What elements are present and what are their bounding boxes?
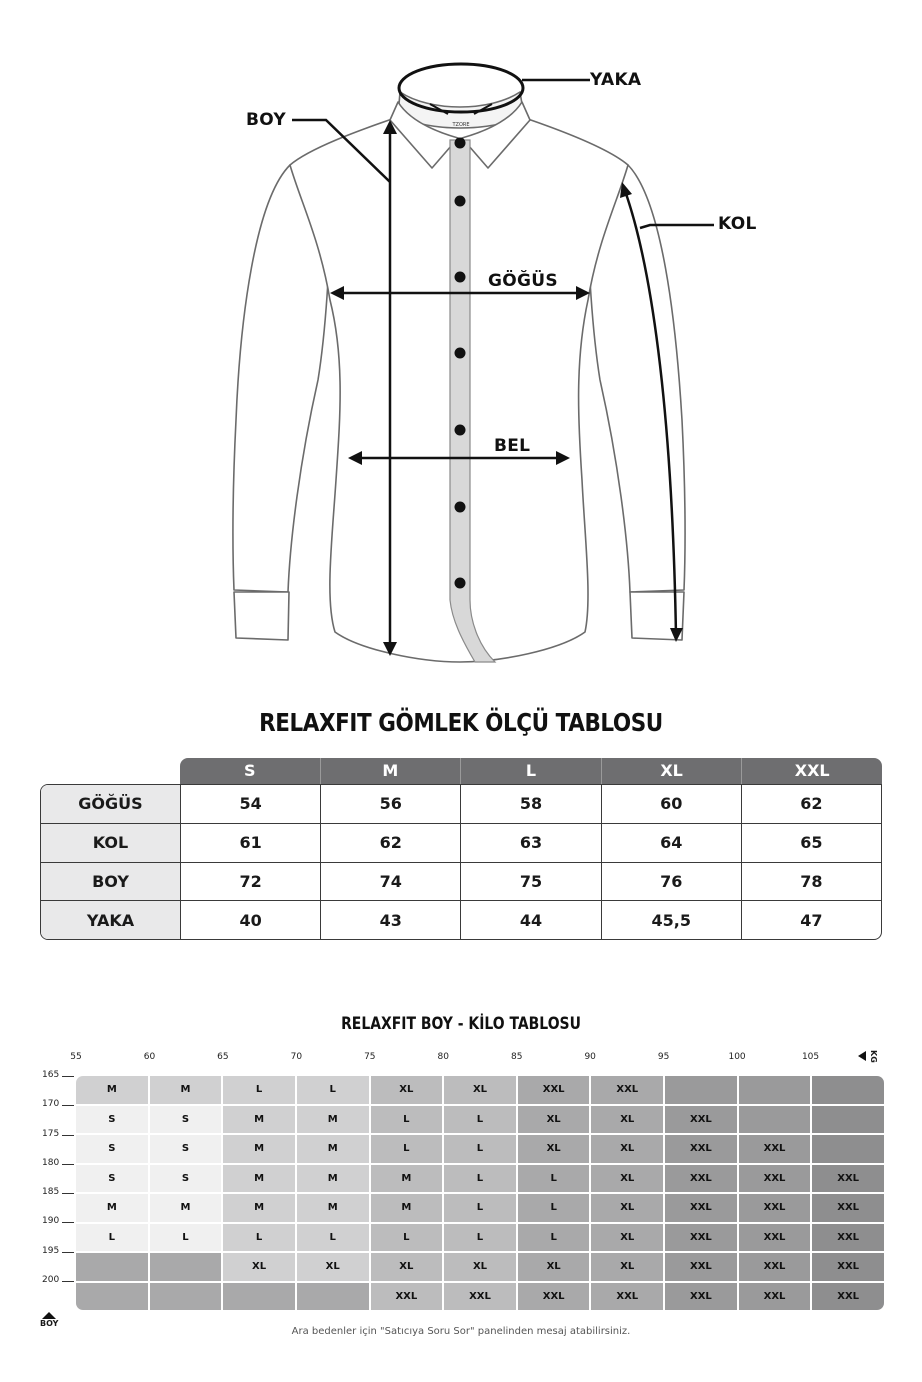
- grid-cell: M: [150, 1076, 222, 1104]
- size-header-cell: XXL: [794, 761, 830, 780]
- row-label: BOY: [41, 863, 181, 901]
- grid-cell: L: [371, 1224, 443, 1252]
- table-cell: 62: [321, 824, 461, 862]
- kg-tick-label: 75: [364, 1052, 376, 1062]
- table-cell: 54: [181, 785, 321, 823]
- grid-cell: [297, 1283, 369, 1311]
- table-cell: 60: [602, 785, 742, 823]
- table-cell: 44: [461, 901, 601, 939]
- grid-cell: M: [76, 1076, 148, 1104]
- grid-cell: [812, 1076, 884, 1104]
- grid-cell: XXL: [812, 1194, 884, 1222]
- grid-cell: M: [223, 1165, 295, 1193]
- grid-cell: L: [371, 1106, 443, 1134]
- grid-cell: XXL: [665, 1224, 737, 1252]
- grid-cell: L: [444, 1194, 516, 1222]
- kg-tick-label: 65: [217, 1052, 229, 1062]
- table-cell: 75: [461, 863, 601, 901]
- grid-cell: [812, 1135, 884, 1163]
- kg-tick-label: 90: [584, 1052, 596, 1062]
- grid-cell: XL: [297, 1253, 369, 1281]
- grid-cell: M: [150, 1194, 222, 1222]
- boy-unit-label: BOY: [40, 1312, 58, 1328]
- grid-cell: XXL: [591, 1076, 663, 1104]
- grid-cell: XXL: [518, 1076, 590, 1104]
- table-cell: 74: [321, 863, 461, 901]
- grid-cell: XXL: [812, 1224, 884, 1252]
- footnote: Ara bedenler için "Satıcıya Soru Sor" panelinden mesaj atabilirsiniz.: [291, 1326, 631, 1337]
- kg-tick-label: 60: [143, 1052, 156, 1062]
- grid-cell: XXL: [665, 1135, 737, 1163]
- grid-cell: L: [444, 1165, 516, 1193]
- grid-cell: M: [297, 1135, 369, 1163]
- grid-cell: XXL: [665, 1194, 737, 1222]
- grid-cell: XL: [591, 1106, 663, 1134]
- boy-tick-label: 170: [42, 1099, 60, 1110]
- table-cell: 64: [602, 824, 742, 862]
- table-cell: 78: [800, 871, 823, 891]
- grid-cell: M: [223, 1135, 295, 1163]
- grid-cell: XL: [371, 1076, 443, 1104]
- callout-boy: BOY: [246, 110, 287, 130]
- grid-cell: XXL: [518, 1283, 590, 1311]
- boy-tick-mark: [62, 1252, 74, 1253]
- grid-cell: XXL: [739, 1135, 811, 1163]
- grid-cell: M: [223, 1194, 295, 1222]
- callout-kol: KOL: [718, 214, 757, 234]
- grid-cell: L: [444, 1106, 516, 1134]
- table-cell: 58: [461, 785, 601, 823]
- boy-kilo-chart: [0, 1040, 922, 1340]
- size-header-cell: M: [321, 758, 462, 784]
- size-header-cell: XL: [602, 758, 743, 784]
- brand-tag-text: TZORE: [452, 122, 470, 128]
- boy-tick-mark: [62, 1164, 74, 1165]
- boy-tick-mark: [62, 1222, 74, 1223]
- table-cell: 47: [800, 910, 823, 930]
- grid-cell: XXL: [812, 1283, 884, 1311]
- boy-tick-label: 190: [42, 1216, 60, 1227]
- size-table-body: [40, 784, 882, 940]
- row-label: YAKA: [41, 901, 181, 939]
- boy-tick-mark: [62, 1193, 74, 1194]
- boy-tick-mark: [62, 1135, 74, 1136]
- callout-bel: BEL: [494, 436, 531, 456]
- grid-cell: XL: [591, 1165, 663, 1193]
- grid-cell: [812, 1106, 884, 1134]
- grid-cell: M: [223, 1106, 295, 1134]
- size-header-cell: S: [180, 758, 321, 784]
- table-cell: 63: [461, 824, 601, 862]
- kg-tick-label: 55: [70, 1052, 82, 1062]
- table-cell: 62: [800, 794, 823, 814]
- callout-yaka: YAKA: [590, 70, 642, 90]
- grid-cell: XXL: [739, 1253, 811, 1281]
- boy-tick-mark: [62, 1076, 74, 1077]
- kg-unit-label: KG: [858, 1050, 878, 1063]
- grid-cell: XXL: [444, 1283, 516, 1311]
- grid-cell: [223, 1283, 295, 1311]
- table-cell: 65: [800, 833, 823, 853]
- grid-cell: L: [371, 1135, 443, 1163]
- grid-cell: XL: [518, 1253, 590, 1281]
- table-row: [41, 863, 881, 902]
- grid-cell: S: [150, 1165, 222, 1193]
- grid-cell: L: [518, 1194, 590, 1222]
- boy-kilo-title: RELAXFIT BOY - KİLO TABLOSU: [341, 1014, 581, 1034]
- grid-cell: M: [297, 1165, 369, 1193]
- boy-tick-label: 175: [42, 1128, 60, 1139]
- table-row: [41, 824, 881, 863]
- table-cell: 56: [321, 785, 461, 823]
- kg-tick-label: 105: [801, 1052, 820, 1062]
- grid-cell: L: [76, 1224, 148, 1252]
- grid-cell: [665, 1076, 737, 1104]
- grid-cell: L: [150, 1224, 222, 1252]
- grid-cell: L: [297, 1076, 369, 1104]
- size-table: [40, 758, 882, 940]
- grid-cell: XXL: [665, 1165, 737, 1193]
- grid-cell: L: [223, 1224, 295, 1252]
- grid-cell: [150, 1253, 222, 1281]
- grid-cell: XXL: [739, 1165, 811, 1193]
- grid-cell: L: [223, 1076, 295, 1104]
- grid-cell: XXL: [665, 1253, 737, 1281]
- grid-cell: S: [76, 1106, 148, 1134]
- grid-cell: XXL: [665, 1106, 737, 1134]
- table-row: [41, 901, 881, 939]
- boy-kilo-grid: [76, 1076, 884, 1310]
- grid-cell: S: [150, 1106, 222, 1134]
- kg-tick-label: 70: [290, 1052, 303, 1062]
- grid-cell: M: [76, 1194, 148, 1222]
- grid-cell: [739, 1076, 811, 1104]
- table-cell: 43: [321, 901, 461, 939]
- grid-cell: XL: [591, 1135, 663, 1163]
- kg-tick-label: 85: [510, 1052, 523, 1062]
- shirt-diagram: [0, 0, 922, 680]
- shirt-illustration: [0, 0, 922, 680]
- grid-cell: S: [76, 1165, 148, 1193]
- grid-cell: M: [371, 1165, 443, 1193]
- grid-cell: XXL: [812, 1253, 884, 1281]
- kg-tick-label: 100: [728, 1052, 746, 1062]
- boy-tick-mark: [62, 1281, 74, 1282]
- grid-cell: XL: [518, 1106, 590, 1134]
- size-table-title: RELAXFIT GÖMLEK ÖLÇÜ TABLOSU: [259, 708, 663, 737]
- grid-cell: [76, 1283, 148, 1311]
- grid-cell: XXL: [739, 1224, 811, 1252]
- table-cell: 72: [181, 863, 321, 901]
- grid-cell: XL: [223, 1253, 295, 1281]
- boy-tick-mark: [62, 1105, 74, 1106]
- grid-cell: L: [297, 1224, 369, 1252]
- grid-cell: XL: [591, 1224, 663, 1252]
- boy-tick-label: 195: [42, 1245, 60, 1256]
- grid-cell: XXL: [812, 1165, 884, 1193]
- callout-gogus: GÖĞÜS: [488, 271, 558, 291]
- boy-tick-label: 185: [42, 1187, 60, 1197]
- grid-cell: XL: [371, 1253, 443, 1281]
- grid-cell: XL: [591, 1253, 663, 1281]
- boy-tick-label: 165: [42, 1070, 60, 1080]
- grid-cell: XL: [518, 1135, 590, 1163]
- boy-tick-label: 180: [42, 1157, 60, 1168]
- table-cell: 45,5: [602, 901, 742, 939]
- table-row: [41, 785, 881, 824]
- grid-cell: XXL: [371, 1283, 443, 1311]
- grid-cell: M: [297, 1194, 369, 1222]
- grid-cell: XL: [444, 1253, 516, 1281]
- boy-arrow-icon: [42, 1312, 56, 1319]
- row-label: KOL: [41, 824, 181, 862]
- table-cell: 76: [602, 863, 742, 901]
- boy-tick-label: 200: [42, 1274, 60, 1285]
- grid-cell: L: [444, 1224, 516, 1252]
- grid-cell: XXL: [591, 1283, 663, 1311]
- grid-cell: [76, 1253, 148, 1281]
- grid-cell: S: [76, 1135, 148, 1163]
- kg-tick-label: 80: [437, 1052, 449, 1062]
- kg-arrow-icon: [858, 1051, 866, 1061]
- grid-cell: XL: [591, 1194, 663, 1222]
- grid-cell: [739, 1106, 811, 1134]
- grid-cell: [150, 1283, 222, 1311]
- size-table-header: [180, 758, 882, 784]
- grid-cell: XL: [444, 1076, 516, 1104]
- grid-cell: L: [444, 1135, 516, 1163]
- grid-cell: XXL: [739, 1283, 811, 1311]
- row-label: GÖĞÜS: [41, 785, 181, 823]
- kg-tick-label: 95: [657, 1052, 670, 1062]
- grid-cell: M: [371, 1194, 443, 1222]
- grid-cell: XXL: [739, 1194, 811, 1222]
- grid-cell: L: [518, 1165, 590, 1193]
- table-cell: 61: [181, 824, 321, 862]
- size-header-cell: L: [461, 758, 602, 784]
- grid-cell: S: [150, 1135, 222, 1163]
- table-cell: 40: [181, 901, 321, 939]
- grid-cell: L: [518, 1224, 590, 1252]
- grid-cell: M: [297, 1106, 369, 1134]
- grid-cell: XXL: [665, 1283, 737, 1311]
